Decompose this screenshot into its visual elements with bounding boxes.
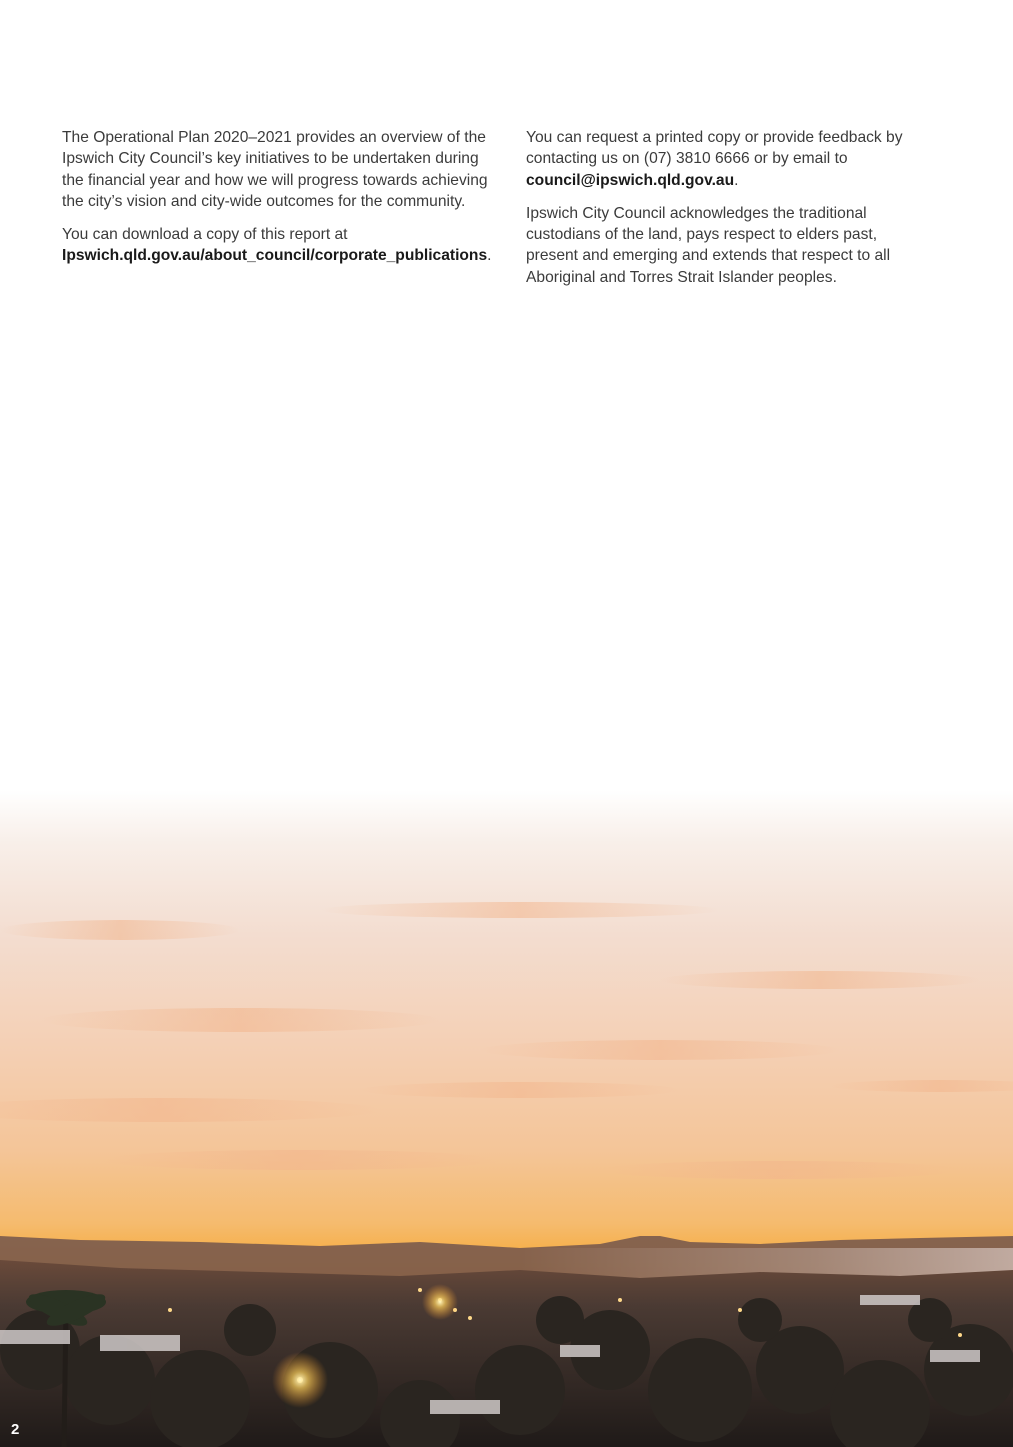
right-column [526,127,922,300]
email-period: . [734,171,739,189]
request-paragraph [526,127,922,191]
request-text: You can request a printed copy or provide feedback by contacting us on (07) 3810 6666 or by email to [526,129,903,168]
sunset-city-illustration [0,790,1013,1447]
download-paragraph [62,224,490,267]
sunset-city-photo [0,790,1013,1447]
email-link[interactable]: council@ipswich.qld.gov.au [526,171,735,189]
overview-paragraph: The Operational Plan 2020–2021 provides an overview of the Ipswich City Council’s key initiatives to be undertaken during the financial year and how we will progress towards achieving the city’s vision and city-wide outcomes for the community. [62,129,488,210]
acknowledgement-paragraph: Ipswich City Council acknowledges the traditional custodians of the land, pays respect to elders past, present and emerging and extends that respect to all Aboriginal and Torres Strait Islander peoples. [526,204,891,286]
text-columns [62,127,922,300]
download-period: . [487,247,492,265]
publications-link[interactable]: Ipswich.qld.gov.au/about_council/corporate_publications [62,247,488,265]
page-number: 2 [11,1421,20,1438]
download-text: You can download a copy of this report at [62,226,348,244]
left-column [62,127,490,300]
